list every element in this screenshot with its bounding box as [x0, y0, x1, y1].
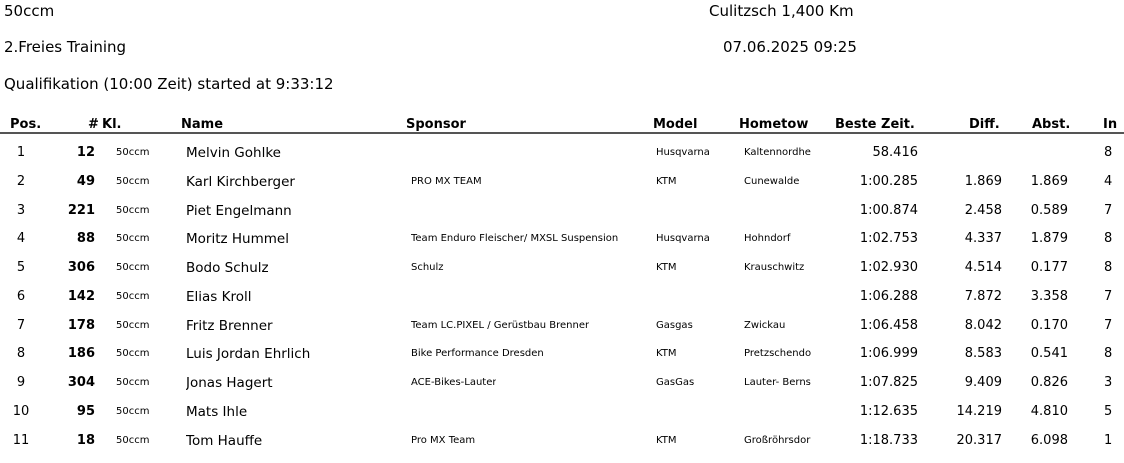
- cell-best-time: 1:00.874: [859, 202, 918, 218]
- cell-pos: 6: [16, 288, 26, 304]
- table-row: [0, 369, 1124, 398]
- header-model: Model: [653, 117, 698, 132]
- cell-pos: 2: [16, 173, 26, 189]
- cell-best-time: 1:07.825: [859, 375, 918, 390]
- cell-gap: 0.177: [1030, 260, 1068, 275]
- header-pos: Pos.: [10, 117, 42, 132]
- cell-sponsor: PRO MX TEAM: [411, 175, 482, 187]
- cell-number: 142: [67, 288, 95, 304]
- cell-name: Moritz Hummel: [186, 231, 289, 248]
- session-title: 2.Freies Training: [4, 38, 127, 56]
- cell-class: 50ccm: [116, 377, 150, 388]
- table-row: [0, 197, 1124, 226]
- cell-name: Fritz Brenner: [186, 317, 273, 334]
- cell-hometown: [744, 404, 816, 406]
- cell-sponsor: Team LC.PIXEL / Gerüstbau Brenner: [411, 319, 590, 331]
- track-info: Culitzsch 1,400 Km: [709, 2, 854, 20]
- cell-pos: 1: [16, 145, 26, 160]
- cell-class: 50ccm: [116, 348, 150, 360]
- cell-best-time: 1:12.635: [859, 403, 918, 419]
- cell-model: Husqvarna: [656, 233, 710, 245]
- header-rule: [0, 132, 1124, 134]
- table-row: [0, 340, 1124, 369]
- cell-pos: 8: [16, 346, 26, 362]
- cell-in: 4: [1104, 173, 1113, 189]
- cell-sponsor: ACE-Bikes-Lauter: [411, 377, 497, 388]
- cell-pos: 3: [16, 202, 26, 218]
- table-row: [0, 312, 1124, 341]
- cell-class: 50ccm: [116, 147, 150, 158]
- header-hometown: Hometow: [739, 117, 809, 132]
- cell-name: Piet Engelmann: [186, 202, 292, 219]
- cell-number: 178: [67, 317, 95, 333]
- cell-in: 7: [1104, 317, 1113, 333]
- cell-model: KTM: [656, 348, 677, 360]
- cell-class: 50ccm: [116, 175, 150, 187]
- cell-diff: 1.869: [964, 173, 1002, 189]
- cell-sponsor: Pro MX Team: [411, 434, 476, 446]
- cell-number: 221: [67, 202, 95, 218]
- cell-class: 50ccm: [116, 204, 150, 216]
- cell-diff: 8.583: [964, 346, 1002, 362]
- cell-in: 3: [1104, 375, 1113, 390]
- header-class: Kl.: [102, 117, 122, 132]
- cell-gap: 6.098: [1030, 432, 1068, 448]
- cell-model: KTM: [656, 175, 677, 187]
- cell-sponsor: Bike Performance Dresden: [411, 348, 544, 360]
- cell-diff: 20.317: [956, 432, 1002, 448]
- cell-name: Jonas Hagert: [186, 375, 273, 391]
- table-row: [0, 168, 1124, 197]
- cell-class: 50ccm: [116, 319, 150, 331]
- cell-number: 49: [76, 173, 95, 189]
- cell-model: Gasgas: [656, 319, 693, 331]
- cell-gap: 0.589: [1030, 202, 1068, 218]
- header-best-time: Beste Zeit.: [835, 117, 915, 132]
- cell-number: 95: [76, 403, 95, 419]
- cell-gap: 0.170: [1030, 317, 1068, 333]
- cell-gap: 0.826: [1030, 375, 1068, 390]
- header-name: Name: [181, 117, 224, 132]
- cell-diff: 9.409: [964, 375, 1002, 390]
- cell-class: 50ccm: [116, 233, 150, 245]
- cell-best-time: 1:06.288: [859, 288, 918, 304]
- cell-number: 186: [67, 346, 95, 362]
- cell-in: 7: [1104, 202, 1113, 218]
- cell-hometown: Hohndorf: [744, 233, 791, 245]
- cell-hometown: Cunewalde: [744, 175, 800, 187]
- table-row: [0, 254, 1124, 283]
- cell-hometown: Zwickau: [744, 319, 786, 331]
- cell-name: Karl Kirchberger: [186, 173, 295, 190]
- cell-number: 306: [67, 260, 95, 275]
- cell-model: GasGas: [656, 377, 695, 388]
- cell-best-time: 1:00.285: [859, 173, 918, 189]
- session-datetime: 07.06.2025 09:25: [723, 38, 857, 56]
- cell-hometown: Großröhrsdor: [744, 434, 811, 446]
- table-row: [0, 398, 1124, 427]
- cell-pos: 7: [16, 317, 26, 333]
- cell-model: Husqvarna: [656, 147, 710, 158]
- cell-name: Luis Jordan Ehrlich: [186, 346, 311, 363]
- table-row: [0, 139, 1124, 168]
- cell-number: 12: [76, 145, 95, 160]
- cell-pos: 4: [16, 231, 26, 247]
- cell-number: 88: [76, 231, 95, 247]
- cell-diff: 2.458: [964, 202, 1002, 218]
- cell-diff: 4.337: [964, 231, 1002, 247]
- class-title: 50ccm: [4, 2, 55, 20]
- header-gap: Abst.: [1032, 117, 1071, 132]
- cell-hometown: Pretzschendo: [744, 348, 812, 360]
- header-diff: Diff.: [969, 117, 1000, 132]
- cell-name: Elias Kroll: [186, 288, 252, 305]
- cell-diff: 14.219: [956, 403, 1002, 419]
- header-sponsor: Sponsor: [406, 117, 466, 132]
- cell-class: 50ccm: [116, 290, 150, 302]
- cell-in: 8: [1104, 346, 1113, 362]
- cell-in: 7: [1104, 288, 1113, 304]
- cell-sponsor: Schulz: [411, 262, 444, 273]
- cell-model: KTM: [656, 262, 677, 273]
- cell-number: 18: [76, 432, 95, 448]
- cell-in: 8: [1104, 260, 1113, 275]
- cell-pos: 9: [16, 375, 26, 390]
- cell-in: 5: [1104, 403, 1113, 419]
- cell-gap: 0.541: [1030, 346, 1068, 362]
- cell-hometown: [744, 289, 816, 291]
- cell-number: 304: [67, 375, 95, 390]
- cell-name: Melvin Gohlke: [186, 145, 281, 161]
- cell-sponsor: Team Enduro Fleischer/ MXSL Suspension: [411, 233, 619, 245]
- header-in: In: [1103, 117, 1118, 132]
- cell-diff: 8.042: [964, 317, 1002, 333]
- cell-pos: 10: [12, 403, 30, 419]
- cell-in: 1: [1104, 432, 1113, 448]
- cell-gap: 3.358: [1030, 288, 1068, 304]
- cell-best-time: 58.416: [872, 145, 918, 160]
- cell-name: Bodo Schulz: [186, 260, 269, 276]
- cell-best-time: 1:02.753: [859, 231, 918, 247]
- cell-hometown: Krauschwitz: [744, 262, 805, 273]
- cell-pos: 11: [12, 432, 30, 448]
- cell-hometown: Lauter- Berns: [744, 377, 811, 388]
- cell-name: Tom Hauffe: [186, 432, 263, 449]
- cell-class: 50ccm: [116, 405, 150, 417]
- table-row: [0, 283, 1124, 312]
- cell-hometown: [744, 203, 816, 205]
- cell-diff: 4.514: [964, 260, 1002, 275]
- cell-class: 50ccm: [116, 262, 150, 273]
- cell-gap: 4.810: [1030, 403, 1068, 419]
- cell-in: 8: [1104, 231, 1113, 247]
- cell-name: Mats Ihle: [186, 403, 248, 420]
- table-row: [0, 225, 1124, 254]
- qualification-info: Qualifikation (10:00 Zeit) started at 9:33:12: [4, 75, 334, 93]
- header-number: #: [88, 117, 99, 132]
- cell-in: 8: [1104, 145, 1113, 160]
- cell-model: KTM: [656, 434, 677, 446]
- cell-diff: 7.872: [964, 288, 1002, 304]
- cell-gap: 1.879: [1030, 231, 1068, 247]
- cell-hometown: Kaltennordhe: [744, 147, 811, 158]
- results-table: [0, 139, 1124, 455]
- cell-gap: 1.869: [1030, 173, 1068, 189]
- cell-best-time: 1:06.999: [859, 346, 918, 362]
- cell-pos: 5: [16, 260, 26, 275]
- table-row: [0, 427, 1124, 456]
- cell-best-time: 1:18.733: [859, 432, 918, 448]
- cell-best-time: 1:06.458: [859, 317, 918, 333]
- cell-best-time: 1:02.930: [859, 260, 918, 275]
- cell-class: 50ccm: [116, 434, 150, 446]
